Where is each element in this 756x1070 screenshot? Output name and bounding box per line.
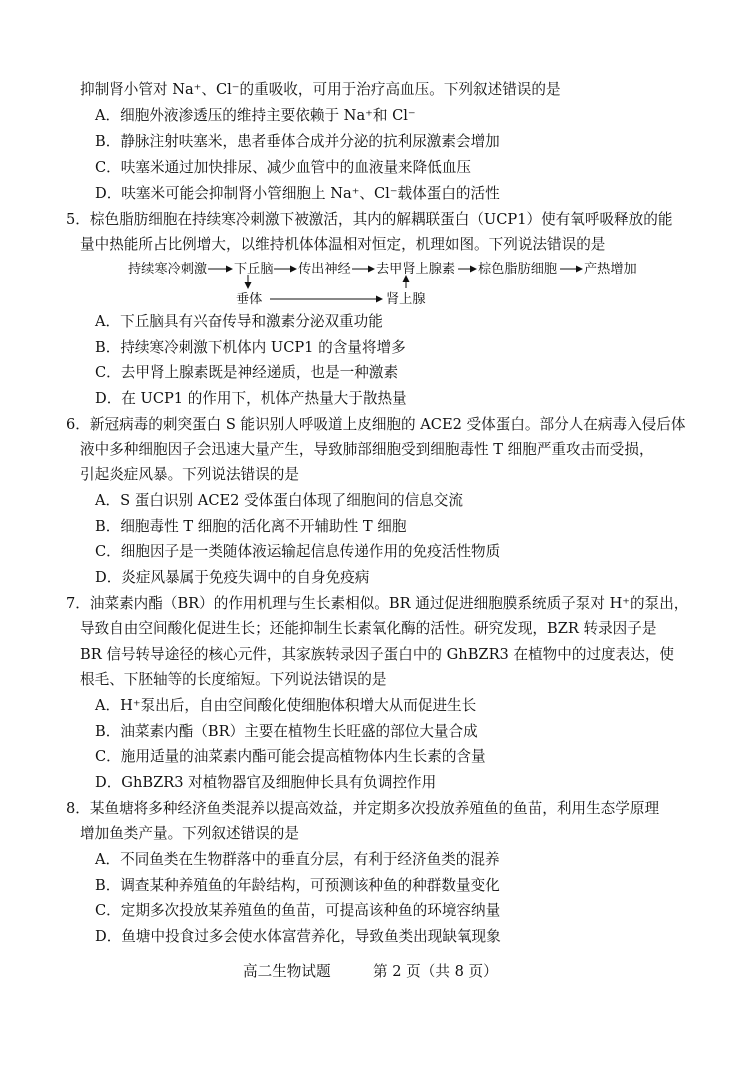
question-7-stem-line-1: 7．油菜素内酯（BR）的作用机理与生长素相似。BR 通过促进细胞膜系统质子泵对 H⁺的泵出， bbox=[66, 595, 689, 612]
question-7-stem-line-3: BR 信号转导途径的核心元件，其家族转录因子蛋白中的 GhBZR3 在植物中的过度表达，使 bbox=[80, 646, 675, 663]
node-cold-stimulus: 持续寒冷刺激 bbox=[128, 262, 208, 277]
question-8-option-b: B．调查某种养殖鱼的年龄结构，可预测该种鱼的种群数量变化 bbox=[95, 877, 500, 894]
question-7-option-c: C．施用适量的油菜素内酯可能会提高植物体内生长素的含量 bbox=[95, 748, 486, 765]
question-4-stem: 抑制肾小管对 Na⁺、Cl⁻的重吸收，可用于治疗高血压。下列叙述错误的是 bbox=[80, 81, 561, 98]
question-4-option-c: C．呋塞米通过加快排尿、减少血管中的血液量来降低血压 bbox=[95, 159, 472, 176]
question-6-option-b: B．细胞毒性 T 细胞的活化离不开辅助性 T 细胞 bbox=[95, 518, 407, 535]
question-8-option-a: A．不同鱼类在生物群落中的垂直分层，有利于经济鱼类的混养 bbox=[95, 851, 500, 868]
question-5-option-a: A．下丘脑具有兴奋传导和激素分泌双重功能 bbox=[95, 313, 383, 330]
question-5-stem-line-1: 5．棕色脂肪细胞在持续寒冷刺激下被激活，其内的解耦联蛋白（UCP1）使有氧呼吸释放的能 bbox=[66, 211, 673, 228]
question-4-option-b: B．静脉注射呋塞米，患者垂体合成并分泌的抗利尿激素会增加 bbox=[95, 133, 500, 150]
question-7-option-a: A．H⁺泵出后，自由空间酸化使细胞体积增大从而促进生长 bbox=[95, 697, 477, 714]
question-7-option-d: D．GhBZR3 对植物器官及细胞伸长具有负调控作用 bbox=[95, 774, 437, 791]
node-adrenal-gland: 肾上腺 bbox=[386, 292, 426, 307]
thermoregulation-diagram bbox=[128, 258, 688, 308]
question-7-stem-line-2: 导致自由空间酸化促进生长；还能抑制生长素氧化酶的活性。研究发现，BZR 转录因子是 bbox=[80, 620, 657, 637]
question-5-option-b: B．持续寒冷刺激下机体内 UCP1 的含量将增多 bbox=[95, 339, 406, 356]
node-norepinephrine: 去甲肾上腺素 bbox=[376, 262, 456, 277]
question-6-option-a: A．S 蛋白识别 ACE2 受体蛋白体现了细胞间的信息交流 bbox=[95, 492, 463, 509]
question-5-option-d: D．在 UCP1 的作用下，机体产热量大于散热量 bbox=[95, 390, 407, 407]
node-brown-fat-cell: 棕色脂肪细胞 bbox=[478, 262, 558, 277]
node-pituitary: 垂体 bbox=[236, 292, 263, 307]
footer-page-number: 第 2 页（共 8 页） bbox=[373, 963, 498, 980]
node-hypothalamus: 下丘脑 bbox=[234, 262, 274, 277]
question-8-stem-line-1: 8．某鱼塘将多种经济鱼类混养以提高效益，并定期多次投放养殖鱼的鱼苗，利用生态学原理 bbox=[66, 800, 660, 817]
question-5-stem-line-2: 量中热能所占比例增大，以维持机体体温相对恒定，机理如图。下列说法错误的是 bbox=[80, 236, 606, 253]
question-7-option-b: B．油菜素内酯（BR）主要在植物生长旺盛的部位大量合成 bbox=[95, 723, 478, 740]
question-6-option-d: D．炎症风暴属于免疫失调中的自身免疫病 bbox=[95, 569, 370, 586]
question-6-option-c: C．细胞因子是一类随体液运输起信息传递作用的免疫活性物质 bbox=[95, 543, 501, 560]
question-4-option-a: A．细胞外液渗透压的维持主要依赖于 Na⁺和 Cl⁻ bbox=[95, 107, 416, 124]
question-5-option-c: C．去甲肾上腺素既是神经递质，也是一种激素 bbox=[95, 364, 399, 381]
question-6-stem-line-3: 引起炎症风暴。下列说法错误的是 bbox=[80, 466, 299, 483]
footer-subject: 高二生物试题 bbox=[243, 963, 331, 980]
question-8-stem-line-2: 增加鱼类产量。下列叙述错误的是 bbox=[80, 825, 299, 842]
question-8-option-c: C．定期多次投放某养殖鱼的鱼苗，可提高该种鱼的环境容纳量 bbox=[95, 902, 501, 919]
question-8-option-d: D．鱼塘中投食过多会使水体富营养化，导致鱼类出现缺氧现象 bbox=[95, 928, 501, 945]
question-6-stem-line-1: 6．新冠病毒的刺突蛋白 S 能识别人呼吸道上皮细胞的 ACE2 受体蛋白。部分人在病毒入侵后体 bbox=[66, 416, 686, 433]
question-4-option-d: D．呋塞米可能会抑制肾小管细胞上 Na⁺、Cl⁻载体蛋白的活性 bbox=[95, 185, 500, 202]
node-efferent-nerve: 传出神经 bbox=[298, 262, 351, 277]
question-6-stem-line-2: 液中多种细胞因子会迅速大量产生，导致肺部细胞受到细胞毒性 T 细胞严重攻击而受损， bbox=[80, 441, 654, 458]
node-heat-increase: 产热增加 bbox=[584, 262, 637, 277]
question-7-stem-line-4: 根毛、下胚轴等的长度缩短。下列说法错误的是 bbox=[80, 671, 387, 688]
